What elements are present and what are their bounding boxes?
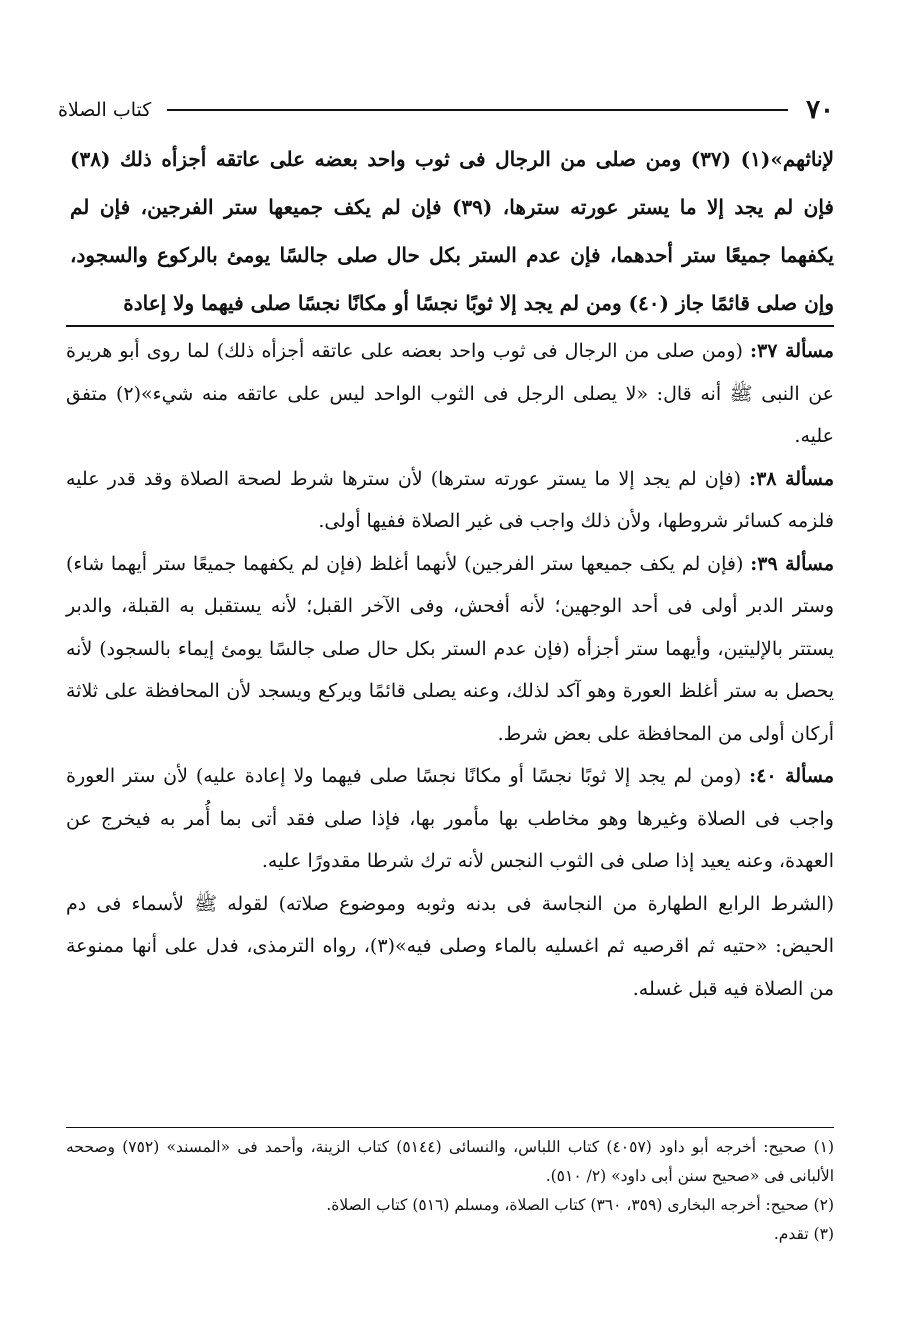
commentary [66,330,834,1010]
fourth-condition [66,883,834,1011]
issue-text: (ومن صلى من الرجال فى ثوب واحد بعضه على عاتقه أجزأه ذلك) لما روى أبو هريرة عن النبى ﷺ أنه قال: «لا يصلى الرجل فى الثوب الواحد ليس على عاتقه منه شيء»(٢) متفق عليه. [66,340,834,447]
page-number: ٧٠ [806,95,834,125]
issue-text: (الشرط الرابع الطهارة من النجاسة فى بدنه وثوبه وموضوع صلاته) لقوله ﷺ لأسماء فى دم الحيض: «حتيه ثم اقرصيه ثم اغسليه بالماء وصلى فيه»(٣)، رواه الترمذى، فدل على أنها ممنوعة من الصلاة فيه قبل غسله. [66,892,834,1000]
issue-label: مسألة ٣٧: [750,340,834,362]
matn-divider [66,325,834,327]
issue-label: مسألة ٣٩: [750,552,834,575]
issue-text: (فإن لم يكف جميعها ستر الفرجين) لأنهما أغلظ (فإن لم يكفهما جميعًا ستر أيهما شاء) وستر الدبر أولى فى أحد الوجهين؛ لأنه أفحش، وفى الآخر القبل؛ لأنه يستقبل به القبلة، والدبر يستتر بالإليتين، وأيهما ستر أجزأه (فإن عدم الستر بكل حال صلى جالسًا يومئ إيماء بالسجود) لأنه يحصل به ستر أغلظ العورة وهو آكد لذلك، وعنه يصلى قائمًا ويركع ويسجد لأن المحافظة على ثلاثة أركان أولى من المحافظة على بعض شرط. [66,552,835,745]
footnote-2: (٢) صحيح: أخرجه البخارى (٣٥٩، ٣٦٠) كتاب الصلاة، ومسلم (٥١٦) كتاب الصلاة. [326,1196,834,1214]
header-rule [167,109,788,111]
footnote-1: (١) صحيح: أخرجه أبو داود (٤٠٥٧) كتاب اللباس، والنسائى (٥١٤٤) كتاب الزينة، وأحمد فى «المسند» (٧٥٢) وصححه الألبانى فى «صحيح سنن أبى داود» (٢/ ٥١٠). [66,1138,835,1185]
matn-text [70,135,834,327]
footnotes [66,1133,834,1249]
footnote-3: (٣) تقدم. [773,1225,834,1243]
issue-text: (فإن لم يجد إلا ما يستر عورته سترها) لأن سترها شرط لصحة الصلاة وقد قدر عليه فلزمه كسائر شروطها، ولأن ذلك واجب فى غير الصلاة ففيها أولى. [66,467,834,532]
issue-40 [66,755,834,883]
issue-label: مسألة ٣٨: [749,467,835,490]
footnote-divider [66,1127,834,1128]
matn-paragraph: لإناثهم»(١) (٣٧) ومن صلى من الرجال فى ثوب واحد بعضه على عاتقه أجزأه ذلك (٣٨) فإن لم يجد إلا ما يستر عورته سترها، (٣٩) فإن لم يكف جميعها ستر الفرجين، فإن لم يكفهما جميعًا ستر أحدهما، فإن عدم الستر بكل حال صلى جالسًا يومئ بالركوع والسجود، وإن صلى قائمًا جاز (٤٠) ومن لم يجد إلا ثوبًا نجسًا أو مكانًا نجسًا صلى فيهما ولا إعادة [70,147,834,315]
running-title: كتاب الصلاة [58,99,152,121]
issue-label: مسألة ٤٠: [749,765,834,787]
issue-39 [66,543,834,756]
issue-37 [66,330,834,458]
issue-text: (ومن لم يجد إلا ثوبًا نجسًا أو مكانًا نجسًا صلى فيهما ولا إعادة عليه) لأن ستر العورة واجب فى الصلاة وغيرها وهو مخاطب بها مأمور بها، فإذا صلى فقد أتى بما أُمر به فيخرج عن العهدة، وعنه يعيد إذا صلى فى الثوب النجس لأنه ترك شرطا مقدورًا عليه. [66,765,834,872]
page-header [58,90,834,130]
issue-38 [66,458,834,543]
